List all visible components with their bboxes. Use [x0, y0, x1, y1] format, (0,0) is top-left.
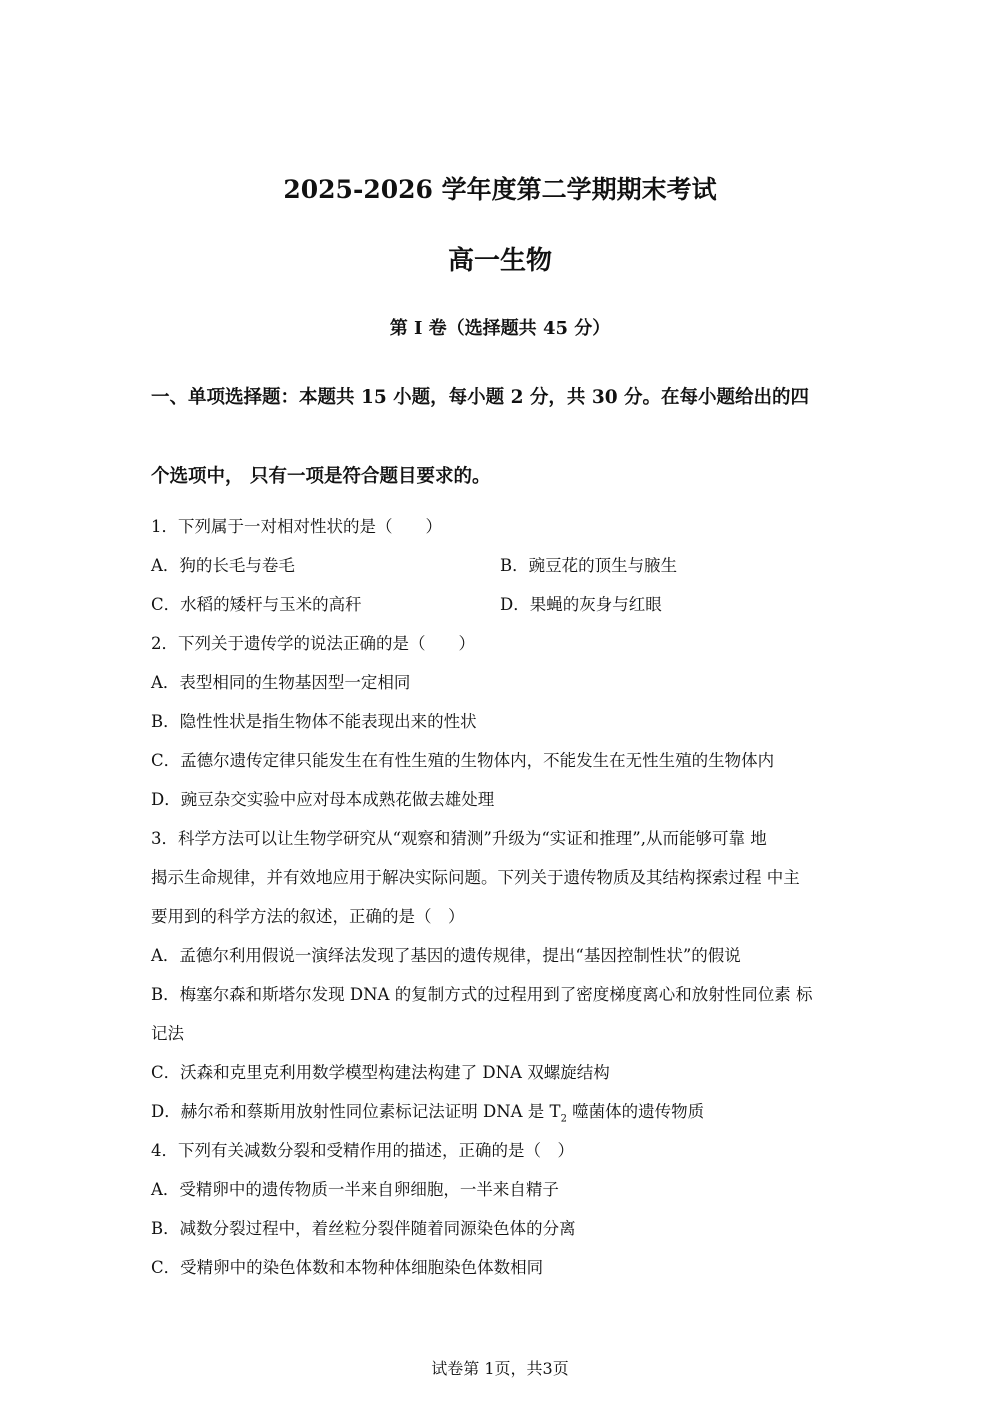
- question-2-stem: 2．下列关于遗传学的说法正确的是（ ）: [151, 634, 475, 653]
- question-3-stem-line-3: 要用到的科学方法的叙述，正确的是（ ）: [151, 907, 465, 926]
- section-heading-line-2: 个选项中， 只有一项是符合题目要求的。: [151, 466, 491, 487]
- section-heading-line-1: 一、单项选择题：本题共 15 小题，每小题 2 分，共 30 分。在每小题给出的四: [151, 387, 810, 408]
- question-1-stem: 1．下列属于一对相对性状的是（ ）: [151, 517, 442, 536]
- question-1-option-a: A．狗的长毛与卷毛: [151, 556, 295, 575]
- question-3-stem-line-2: 揭示生命规律，并有效地应用于解决实际问题。下列关于遗传物质及其结构探索过程 中主: [151, 868, 800, 887]
- page-footer: 试卷第 1页，共3页: [431, 1359, 569, 1378]
- subject-title: 高一生物: [447, 246, 552, 276]
- question-3-option-d-subscript: 2: [560, 1113, 567, 1125]
- exam-title: 2025-2026 学年度第二学期期末考试: [283, 175, 717, 204]
- question-3-option-b-line-2: 记法: [151, 1024, 184, 1043]
- question-3-option-b-line-1: B．梅塞尔森和斯塔尔发现 DNA 的复制方式的过程用到了密度梯度离心和放射性同位素 标: [151, 985, 813, 1004]
- question-2-option-a: A．表型相同的生物基因型一定相同: [151, 673, 411, 692]
- volume-heading: 第 I 卷（选择题共 45 分）: [389, 318, 611, 339]
- question-4-option-a: A．受精卵中的遗传物质一半来自卵细胞，一半来自精子: [151, 1180, 559, 1199]
- question-3-stem-line-1: 3．科学方法可以让生物学研究从“观察和猜测”升级为“实证和推理”,从而能够可靠 地: [151, 829, 767, 848]
- question-2-option-b: B．隐性性状是指生物体不能表现出来的性状: [151, 712, 477, 731]
- question-2-option-d: D．豌豆杂交实验中应对母本成熟花做去雄处理: [151, 790, 495, 809]
- question-1-option-d: D．果蝇的灰身与红眼: [500, 595, 662, 614]
- question-3-option-d-prefix: D．赫尔希和蔡斯用放射性同位素标记法证明 DNA 是 T: [151, 1102, 561, 1121]
- question-1-option-b: B．豌豆花的顶生与腋生: [500, 556, 678, 575]
- question-3-option-d: [151, 1101, 704, 1130]
- question-4-option-c: C．受精卵中的染色体数和本物种体细胞染色体数相同: [151, 1258, 544, 1277]
- question-4-stem: 4．下列有关减数分裂和受精作用的描述，正确的是（ ）: [151, 1141, 574, 1160]
- question-4-option-b: B．减数分裂过程中，着丝粒分裂伴随着同源染色体的分离: [151, 1219, 576, 1238]
- question-3-option-c: C．沃森和克里克利用数学模型构建法构建了 DNA 双螺旋结构: [151, 1063, 610, 1082]
- question-3-option-a: A．孟德尔利用假说一演绎法发现了基因的遗传规律，提出“基因控制性状”的假说: [151, 946, 741, 965]
- question-1-option-c: C．水稻的矮杆与玉米的高秆: [151, 595, 362, 614]
- question-2-option-c: C．孟德尔遗传定律只能发生在有性生殖的生物体内，不能发生在无性生殖的生物体内: [151, 751, 775, 770]
- question-3-option-d-suffix: 噬菌体的遗传物质: [566, 1102, 705, 1121]
